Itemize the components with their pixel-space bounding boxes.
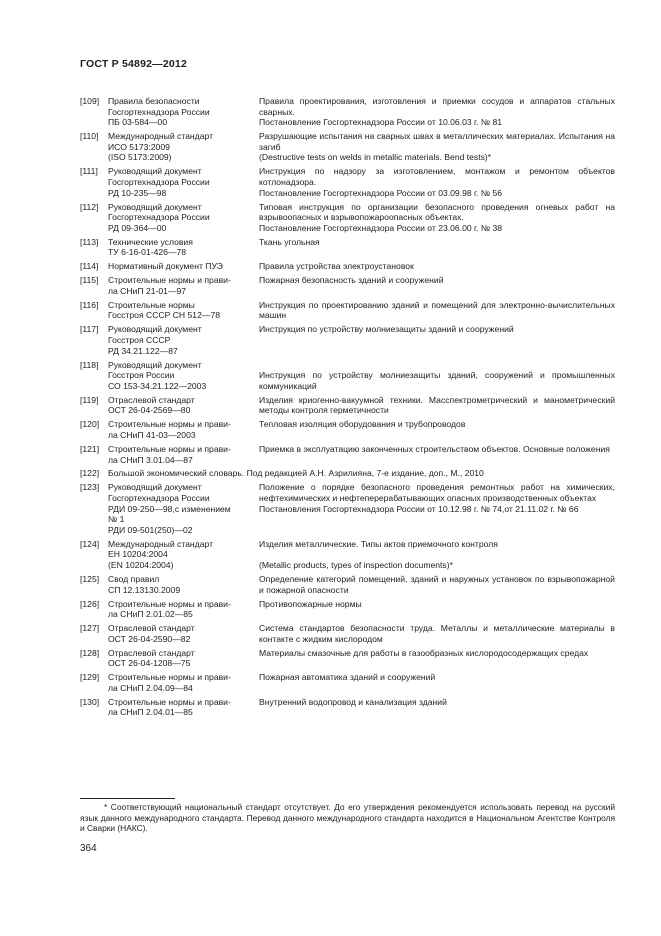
reference-title: Система стандартов безопасности труда. Металлы и металлические материалы в контакте с жидким кислородом <box>259 623 615 644</box>
reference-number: [120] <box>80 419 100 430</box>
reference-title: Изделия криогенно-вакуумной техники. Масспектрометрический и манометрический методы контроля герметичности <box>259 394 615 416</box>
reference-source: Нормативный документ ПУЭ <box>108 261 223 272</box>
reference-source: Строительные нормы и прави- ла СНиП 2.04.01—85 <box>108 696 231 718</box>
reference-source: Технические условия ТУ 6-16-01-426—78 <box>108 236 193 258</box>
reference-title: Разрушающие испытания на сварных швах в металлических материалах. Испытания на загиб (Destructive tests on welds in metallic materials. Bend tests)* <box>259 131 615 163</box>
reference-title: Типовая инструкция по организации безопасного проведения огневых работ на взрывоопасных и взрывопожароопасных объектах. Постановление Госгортехнадзора России от 23.06.00 г. № 38 <box>259 201 615 233</box>
reference-item <box>80 300 615 321</box>
reference-item <box>80 482 615 535</box>
reference-item <box>80 672 615 693</box>
reference-list <box>80 96 615 721</box>
reference-source: Строительные нормы и прави- ла СНиП 41-03—2003 <box>108 419 231 440</box>
reference-number: [130] <box>80 696 100 707</box>
reference-item <box>80 419 615 440</box>
reference-number: [123] <box>80 482 100 493</box>
page-header: ГОСТ Р 54892—2012 <box>80 58 188 70</box>
reference-number: [121] <box>80 443 100 454</box>
reference-source: Строительные нормы и прави- ла СНиП 3.01.04—87 <box>108 443 231 465</box>
reference-number: [125] <box>80 574 100 584</box>
footnote-divider <box>80 798 175 799</box>
reference-item <box>80 324 615 356</box>
reference-item <box>80 360 615 392</box>
reference-number: [122] <box>80 468 100 479</box>
reference-number: [111] <box>80 166 98 177</box>
reference-source: Правила безопасности Госгортехнадзора России ПБ 03-584—00 <box>108 96 210 128</box>
reference-source: Отраслевой стандарт ОСТ 26-04-2590—82 <box>108 623 195 644</box>
reference-number: [126] <box>80 598 100 609</box>
footnote: * Соответствующий национальный стандарт отсутствует. До его утверждения рекомендуется использовать перевод на русский язык данного международного стандарта. Перевод данного международного стандарта находится в Национальном Агентстве Контроля и Сварки (НАКС). <box>80 802 615 834</box>
reference-title: Материалы смазочные для работы в газообразных кислородосодержащих средах <box>259 647 589 658</box>
reference-title: Противопожарные нормы <box>259 598 362 609</box>
reference-number: [116] <box>80 299 99 310</box>
reference-item <box>80 697 615 718</box>
reference-title: Правила устройства электроустановок <box>259 261 414 272</box>
reference-item <box>80 444 615 465</box>
reference-source: Свод правил СП 12.13130.2009 <box>108 574 181 595</box>
reference-item <box>80 96 615 128</box>
reference-source: Руководящий документ Госгортехнадзора России РД 09-364—00 <box>108 201 210 233</box>
reference-item <box>80 648 615 669</box>
reference-title: Внутренний водопровод и канализация зданий <box>259 696 447 707</box>
reference-source: Строительные нормы и прави- ла СНиП 2.04.09—84 <box>108 672 231 693</box>
reference-source: Руководящий документ Госгортехнадзора России РДИ 09-250—98,с изменением № 1 РДИ 09-501(250)—02 <box>108 482 231 535</box>
reference-item <box>80 261 615 272</box>
reference-title: Тепловая изоляция оборудования и трубопроводов <box>259 419 466 430</box>
reference-item <box>80 599 615 620</box>
reference-source: Руководящий документ Госстроя СССР РД 34.21.122—87 <box>108 324 202 356</box>
reference-source: Руководящий документ Госстроя России СО 153-34.21.122—2003 <box>108 359 207 391</box>
reference-source: Строительные нормы Госстроя СССР СН 512—78 <box>108 299 221 321</box>
reference-item <box>80 131 615 163</box>
reference-number: [124] <box>80 538 100 549</box>
reference-item <box>80 166 615 198</box>
reference-title: Положение о порядке безопасного проведения ремонтных работ на химических, нефтехимических и нефтеперерабатывающих опасных производственных объектах Постановления Госгортехнадзора России от 10.12.98 г. № 74,от 21.11.02 г. № 66 <box>259 482 615 514</box>
reference-item <box>80 395 615 416</box>
reference-item <box>80 237 615 258</box>
reference-source: Международный стандарт ЕН 10204:2004 (EN 10204:2004) <box>108 538 214 571</box>
reference-title: Изделия металлические. Типы актов приемочного контроля (Metallic products, types of inspection documents)* <box>259 538 498 571</box>
reference-number: [129] <box>80 672 100 683</box>
reference-number: [110] <box>80 131 99 142</box>
reference-title: Определение категорий помещений, зданий и наружных установок по взрывопожарной и пожарной опасности <box>259 574 615 595</box>
reference-item <box>80 275 615 296</box>
reference-item <box>80 202 615 234</box>
reference-number: [119] <box>80 394 99 405</box>
reference-number: [118] <box>80 359 99 370</box>
reference-title: Инструкция по устройству молниезащиты зданий, сооружений и промышленных коммуникаций <box>259 370 615 391</box>
reference-source: Отраслевой стандарт ОСТ 26-04-1208—75 <box>108 647 195 669</box>
reference-item <box>80 623 615 644</box>
reference-source: Строительные нормы и прави- ла СНиП 21-01—97 <box>108 275 231 296</box>
reference-source: Руководящий документ Госгортехнадзора России РД 10-235—98 <box>108 166 210 198</box>
reference-title: Пожарная безопасность зданий и сооружений <box>259 275 444 286</box>
reference-number: [112] <box>80 201 99 212</box>
reference-source: Отраслевой стандарт ОСТ 26-04-2569—80 <box>108 394 195 416</box>
reference-title: Инструкция по проектированию зданий и помещений для электронно-вычислительных машин <box>259 299 615 321</box>
reference-source: Международный стандарт ИСО 5173:2009 (ISO 5173:2009) <box>108 131 214 163</box>
reference-item <box>80 468 615 479</box>
reference-number: [117] <box>80 324 99 335</box>
reference-source: Большой экономический словарь. Под редакцией А.Н. Азрилияна, 7-е издание, доп., М., 2010 <box>108 468 484 479</box>
reference-number: [127] <box>80 623 100 634</box>
reference-title: Приемка в эксплуатацию законченных строительством объектов. Основные положения <box>259 443 610 454</box>
reference-number: [128] <box>80 647 100 658</box>
reference-source: Строительные нормы и прави- ла СНиП 2.01.02—85 <box>108 598 231 620</box>
page-number: 364 <box>80 843 97 854</box>
reference-number: [115] <box>80 275 99 286</box>
reference-number: [109] <box>80 96 100 106</box>
reference-number: [114] <box>80 261 99 272</box>
reference-title: Правила проектирования, изготовления и приемки сосудов и аппаратов стальных сварных. Постановление Госгортехнадзора России от 10.06.03 г. № 81 <box>259 96 615 128</box>
reference-number: [113] <box>80 236 99 247</box>
reference-title: Ткань угольная <box>259 236 320 247</box>
reference-item <box>80 539 615 571</box>
reference-title: Инструкция по устройству молниезащиты зданий и сооружений <box>259 324 514 335</box>
reference-title: Пожарная автоматика зданий и сооружений <box>259 672 436 683</box>
reference-title: Инструкция по надзору за изготовлением, монтажом и ремонтом объектов котлонадзора. Постановление Госгортехнадзора России от 03.09.98 г. № 56 <box>259 166 615 198</box>
reference-item <box>80 574 615 595</box>
